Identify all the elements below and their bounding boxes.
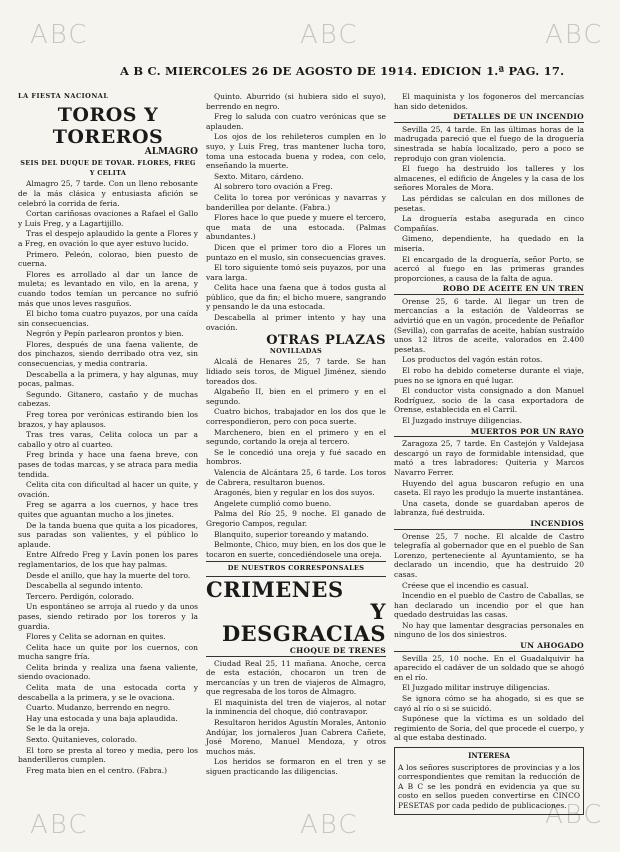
column-right [394,92,584,815]
notice-text: A los señores suscriptores de provincias y a los correspondientes que remitan la reducción de A B C se les pondrá en evidencia ya que su costo en sellos pueden convertirse en CINCO PESETAS por cada pedido de publicaciones. [398,762,580,810]
page-header: A B C. MIERCOLES 26 DE AGOSTO DE 1914. EDICION 1.ª PAG. 17. [120,64,565,78]
paragraph: Al sobrero toro ovación a Freg. [214,182,333,192]
notice-title: INTERESA [468,751,510,760]
section-subtitle: NOVILLADAS [269,346,323,355]
paragraph: Flores es arrollado al dar un lance de muleta; es levantado en vilo, en la arena, y cuando todos temían un percance no sufrió más que unos leves rasguños. [18,269,198,308]
paragraph: Tras tres varas, Celita coloca un par a caballo y otro al cuarteo. [18,430,198,449]
paragraph: Freg lo saluda con cuatro verónicas que se aplauden. [206,112,386,131]
paragraph: Incendio en el pueblo de Castro de Caballas, se han declarado un incendio por el que han quedado destruidas las casas. [394,591,584,620]
paragraph: Sevilla 25, 10 noche. En el Guadalquivir ha aparecido el cadáver de un soldado que se ahogó en el río. [394,653,584,682]
crime-paragraphs [206,659,386,777]
paragraph: Los ojos de los rehileteros cumplen en lo suyo, y Luis Freg, tras mantener lucha toro, toma una estocada buena y rodea, con celo, enseñando la muerte. [206,132,386,171]
section-title: OTRAS PLAZAS [266,333,386,349]
paragraph: El conductor vista consignado a don Manuel Rodríguez, socio de la casa exportadora de Orense, establecida en el Carril. [394,386,584,415]
paragraph: Palma del Río 25, 9 noche. El ganado de Gregorio Campos, regular. [206,509,386,528]
paragraph: Se le da la oreja. [26,724,90,734]
paragraph: Sexto. Mitaro, cárdeno. [214,171,304,181]
paragraph: Belmonte, Chico, muy bien, en los dos que le tocaron en suerte, concediéndosele una oreja. [206,540,386,559]
paragraph: El encargado de la droguería, señor Porto, se acercó al fuego en las primeras grandes proporciones, a causa de la falta de agua. [394,254,584,283]
paragraph: El Juzgado instruye diligencias. [402,416,522,425]
paragraph: Desde el anillo, que hay la muerte del toro. [26,570,191,580]
paragraph: Se le concedió una oreja y fué sacado en hombros. [206,447,386,467]
watermark-bottom-left: ABC [30,810,89,840]
paragraph: El bicho toma cuatro puyazos, por una caída sin consecuencias. [18,309,198,328]
rayo-paragraphs [394,439,584,518]
paragraph: Freg mata bien en el centro. (Fabra.) [26,765,168,775]
paragraph: Los heridos se formaron en el tren y se siguen practicando las diligencias. [206,757,386,777]
ahogado-paragraphs [394,654,584,743]
incendios-paragraphs [394,532,584,641]
paragraph: Alcalá de Henares 25, 7 tarde. Se han lidiado seis toros, de Miguel Jiménez, siendo toreados dos. [206,357,386,386]
heading-incendio: DETALLES DE UN INCENDIO [394,112,584,123]
center-mid-paragraphs [206,357,386,559]
paragraph: Flores hace lo que puede y muere el tercero, que mata de una estocada. (Palmas abundantes.) [206,213,386,242]
robo-paragraphs [394,297,584,426]
paragraph: De la tanda buena que quita a los picadores, sus paradas son valientes, y el público lo aplaude. [18,520,198,549]
paragraph: Sexto. Quitanieves, colorado. [26,735,138,745]
paragraph: Dicen que el primer toro dio a Flores un puntazo en el muslo, sin consecuencias graves. [206,242,386,262]
paragraph: Celita mata de una estocada corta y descabella a la primera, y se le ovaciona. [18,683,198,702]
paragraph: Una caseta, donde se guardaban aperos de labranza, fué destruida. [394,498,584,518]
paragraph: Créese que el incendio es casual. [402,580,529,590]
article-title: TOROS Y TOREROS [52,103,164,148]
paragraph: La droguería estaba asegurada en cinco Compañías. [394,214,584,233]
paragraph: Angelete cumplió como bueno. [214,498,332,508]
column-center [206,92,386,778]
subhead: SEIS DEL DUQUE DE TOVAR. FLORES, FREG Y CELITA [20,159,196,177]
paragraph: No hay que lamentar desgracias personales en ninguno de los dos siniestros. [394,620,584,640]
paragraph: Cuarto. Mudanzo, berrendo en negro. [26,703,171,713]
crimes-title-2: Y DESGRACIAS [221,598,386,646]
right-top-paragraphs [394,92,584,111]
paragraph: Aragonés, bien y regular en los dos suyos. [214,488,375,498]
paragraph: Negrón y Pepín parlearon prontos y bien. [26,329,184,339]
article-subtitle: ALMAGRO [144,146,198,157]
watermark-center: ABC [300,20,359,50]
paragraph: El toro se presta al toreo y media, pero los banderilleros cumplen. [18,745,198,765]
paragraph: Valencia de Alcántara 25, 6 tarde. Los toros de Cabrera, resultaron buenos. [206,467,386,487]
paragraph: Quinto. Aburrido (si hubiera sido el suyo), berrendo en negro. [206,92,386,111]
paragraph: El fuego ha destruido los talleres y los almacenes, el edificio de Ángeles y la casa de los señores Morales de Mora. [394,164,584,193]
heading-rayo: MUERTOS POR UN RAYO [394,427,584,438]
paragraph: Se ignora cómo se ha ahogado, si es que se cayó al río o si se suicidó. [394,694,584,713]
watermark-left: ABC [30,20,89,50]
paragraph: Resultaron heridos Agustín Morales, Antonio Andújar, los jornaleros Juan Cabrera Cañete, José Moreno, Manuel Mendoza, y otros muchos más. [206,718,386,756]
paragraph: Freg brinda y hace una faena breve, con pases de todas marcas, y se atraca para media tendida. [18,450,198,479]
paragraph: Supónese que la víctima es un soldado del regimiento de Soria, del que procede el cuerpo, y al que estaba destinado. [394,714,584,743]
paragraph: Descabella a la primera, y hay algunas, muy pocas, palmas. [18,369,198,389]
paragraph: Freg torea por verónicas estirando bien los brazos, y hay aplausos. [18,410,198,429]
notice-box [394,747,584,815]
correspondents-label: DE NUESTROS CORRESPONSALES [227,564,365,573]
paragraph: Celita cita con dificultad al hacer un quite, y ovación. [18,480,198,499]
paragraph: El maquinista del tren de viajeros, al notar la inminencia del choque, dió contravapor. [206,697,386,717]
paragraph: Cuatro bichos, trabajador en los dos que le correspondieron, pero con poca suerte. [206,407,386,426]
paragraph: El robo ha debido cometerse durante el viaje, pues no se ignora en qué lugar. [394,366,584,385]
paragraph: Orense 25, 7 noche. El alcalde de Castro telegrafía al gobernador que en el pueblo de San Lorenzo, perteneciente al Ayuntamiento, se ha declarado un incendio, que ha destruido 20 casas. [394,531,584,579]
crime-heading: CHOQUE DE TRENES [206,646,386,657]
paragraph: Descabella al primer intento y hay una ovación. [206,313,386,332]
heading-incendios: INCENDIOS [394,519,584,530]
paragraph: Flores, después de una faena valiente, de dos pinchazos, siendo derribado otra vez, sin consecuencias, y media contraria. [18,339,198,369]
paragraph: Tercero. Perdigón, colorado. [26,591,134,601]
paragraph: Huyendo del agua buscaron refugio en una caseta. El rayo les produjo la muerte instantánea. [394,478,584,498]
paragraph: Celita hace una faena que á todos gusta al público, que da fin; el bicho muere, sangrando y pensando le da una estocada. [206,283,386,312]
paragraph: Descabella al segundo intento. [26,581,143,591]
paragraph: Cortan cariñosas ovaciones a Rafael el Gallo y Luis Freg, y a Lagartijillo. [18,209,198,228]
paragraph: Gimeno, dependiente, ha quedado en la miseria. [394,234,584,253]
paragraph: Primero. Peleón, colorao, bien puesto de cuerna. [18,249,198,269]
incendio-paragraphs [394,125,584,284]
paragraph: Flores y Celita se adornan en quites. [26,632,166,642]
watermark-bottom-center: ABC [300,810,359,840]
paragraph: Hay una estocada y una baja aplaudida. [26,713,178,723]
paragraph: Zaragoza 25, 7 tarde. En Castejón y Valdejasa descargó un rayo de formidable intensidad, que mató a tres labradores: Quiteria y Marcos Navarro Ferrer. [394,439,584,477]
paragraph: Almagro 25, 7 tarde. Con un lleno rebosante de la más clásica y entusiasta afición se celebró la corrida de feria. [18,179,198,208]
paragraph: Sevilla 25, 4 tarde. En las últimas horas de la madrugada pareció que el fuego de la droguería sinestrada se había localizado, pero a poco se reprodujo con gran violencia. [394,124,584,163]
heading-robo: ROBO DE ACEITE EN UN TREN [394,284,584,295]
paragraph: Blanquito, superior toreando y matando. [214,529,369,539]
paragraph: Freg se agarra a los cuernos, y hace tres quites que aguantan mucho a los jinetes. [18,500,198,519]
paragraph: El Juzgado militar instruye diligencias. [402,683,550,693]
paragraph: Ciudad Real 25, 11 mañana. Anoche, cerca de esta estación, chocaron un tren de mercancías y un tren de viajeros de Almagro, que regresaba de los toros de Almagro. [206,658,386,697]
center-top-paragraphs [206,92,386,332]
paragraph: Orense 25, 6 tarde. Al llegar un tren de mercancías a la estación de Valdeorras se advirtió que en un vagón, procedente de Peñaflor (Sevilla), con garrafas de aceite, habían sustraído unos 12 litros de aceite, valorados en 2.400 pesetas. [394,296,584,354]
paragraph: Segundo. Gitanero, castaño y de muchas cabezas. [18,389,198,409]
paragraph: El toro siguiente tomó seis puyazos, por una vara larga. [206,263,386,282]
paragraph: Celita lo torea por verónicas y navarras y banderillea por delante. (Fabra.) [206,192,386,212]
paragraph: Celita brinda y realiza una faena valiente, siendo ovacionado. [18,662,198,682]
paragraph: Celita hace un quite por los cuernos, con mucha sangre fría. [18,642,198,662]
paragraph: Marchenero, bien en el primero y en el segundo, cortando la oreja al tercero. [206,427,386,447]
watermark-right: ABC [545,20,604,50]
paragraph: Un espontáneo se arroja al ruedo y da unos pases, siendo retirado por los toreros y la guardia. [18,602,198,631]
kicker: LA FIESTA NACIONAL [18,92,109,100]
paragraph: Las pérdidas se calculan en dos millones de pesetas. [394,193,584,213]
crimes-title: CRIMENES [206,576,344,602]
column-left-paragraphs [18,179,198,775]
paragraph: Algabeño II, bien en el primero y en el segundo. [206,387,386,406]
paragraph: Tras el despejo aplaudido la gente a Flores y a Freg, en ovación lo que ayer estuvo lucido. [18,229,198,248]
paragraph: El maquinista y los fogoneros del mercancías han sido detenidos. [394,92,584,111]
divider [206,561,386,562]
paragraph: Los productos del vagón están rotos. [402,355,543,365]
paragraph: Entre Alfredo Freg y Lavín ponen los pares reglamentarios, de los que hay palmas. [18,550,198,569]
column-left [18,92,198,776]
heading-ahogado: UN AHOGADO [394,641,584,652]
watermark-bottom-right: ABC [545,800,604,830]
